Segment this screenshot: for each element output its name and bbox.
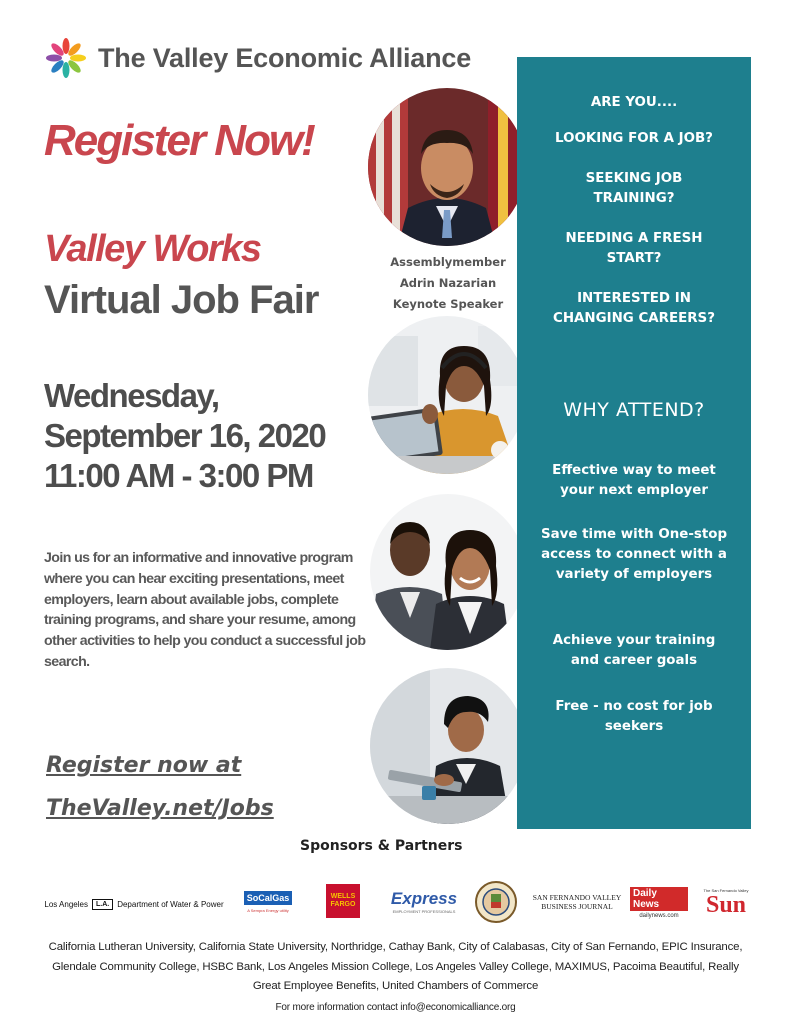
organization-name: The Valley Economic Alliance — [98, 42, 472, 73]
speaker-photo — [368, 88, 526, 246]
speaker-name: Adrin Nazarian — [399, 276, 497, 290]
daily-news-name: Daily News — [630, 887, 688, 911]
speaker-role: Keynote Speaker — [392, 297, 504, 311]
man-laptop-image — [370, 668, 526, 824]
socalgas-name: SoCalGas — [244, 891, 293, 905]
speaker-caption — [378, 252, 518, 315]
ladwp-badge-icon: L.A. — [92, 899, 113, 910]
panel-intro: ARE YOU.... — [590, 95, 678, 110]
ladwp-right-text: Department of Water & Power — [117, 899, 224, 909]
register-link-url[interactable]: TheValley.net/Jobs — [46, 796, 274, 821]
panel-question-1: LOOKING FOR A JOB? — [555, 131, 713, 146]
daily-news-logo — [630, 888, 688, 918]
sun-small-text: The San Fernando Valley — [703, 887, 749, 893]
valley-sun-logo — [696, 882, 756, 922]
ladwp-left-text: Los Angeles — [44, 899, 88, 909]
express-name: Express — [390, 888, 458, 908]
panel-question-3: NEEDING A FRESH START? — [565, 231, 703, 266]
sfv-business-journal-logo — [528, 886, 626, 918]
speaker-title: Assemblymember — [390, 255, 506, 269]
woman-headset-image — [368, 316, 526, 474]
sun-name: Sun — [705, 891, 747, 918]
express-logo — [384, 884, 464, 918]
event-time: 11:00 AM - 3:00 PM — [44, 457, 313, 494]
reason-2: Save time with One-stop access to connect with a variety of employers — [540, 527, 728, 582]
event-title-line-2: Virtual Job Fair — [44, 278, 319, 322]
register-now-heading: Register Now! — [44, 116, 314, 165]
sponsors-heading: Sponsors & Partners — [300, 838, 463, 854]
panel-question-4: INTERESTED IN CHANGING CAREERS? — [553, 291, 715, 326]
socalgas-logo — [240, 882, 296, 922]
wells-fargo-line-1: WELLS — [330, 893, 356, 900]
sponsor-logos-row — [36, 880, 760, 926]
two-professionals-image — [370, 494, 526, 650]
event-date: September 16, 2020 — [44, 417, 326, 454]
event-description: Join us for an informative and innovative program where you can hear exciting presentations, meet employers, learn about available jobs, complete training programs, and share your resume, among other activities to help you conduct a successful job search. — [44, 550, 366, 670]
city-seal-icon — [474, 880, 518, 924]
info-panel — [517, 57, 751, 829]
event-date-time — [44, 376, 325, 496]
event-weekday: Wednesday, — [44, 377, 219, 414]
reason-4: Free - no cost for job seekers — [555, 699, 713, 734]
pinwheel-logo-icon — [44, 36, 88, 80]
sfvbj-line-2: BUSINESS JOURNAL — [541, 902, 613, 911]
express-tagline: EMPLOYMENT PROFESSIONALS — [392, 908, 456, 914]
ladwp-logo — [36, 888, 232, 920]
daily-news-url: dailynews.com — [639, 913, 679, 919]
man-at-laptop-photo — [370, 668, 526, 824]
contact-info: For more information contact info@economicalliance.org — [275, 1002, 516, 1013]
reason-1: Effective way to meet your next employer — [552, 463, 716, 498]
register-link[interactable] — [46, 744, 274, 830]
partners-list: California Lutheran University, California State University, Northridge, Cathay Bank, City of Calabasas, City of San Fernando, EPIC Insurance, Glendale Community College, HSBC Bank, Los Angeles Mission College, Los Angeles Valley College, MAXIMUS, Pacoima Beautiful, Really Great Employee Benefits, United Chambers of Commerce — [48, 941, 743, 992]
speaker-portrait-image — [368, 88, 526, 246]
why-attend-heading: WHY ATTEND? — [563, 399, 705, 421]
professionals-photo — [370, 494, 526, 650]
organization-logo — [44, 36, 471, 80]
sfvbj-line-1: SAN FERNANDO VALLEY — [532, 893, 622, 902]
city-seal-graphic — [474, 880, 518, 924]
wells-fargo-line-2: FARGO — [330, 901, 356, 908]
register-link-line-1[interactable]: Register now at — [46, 753, 242, 778]
wells-fargo-logo — [326, 884, 360, 918]
socalgas-tagline: A Sempra Energy utility — [247, 908, 289, 913]
reason-3: Achieve your training and career goals — [552, 633, 716, 668]
panel-question-2: SEEKING JOB TRAINING? — [585, 171, 683, 206]
woman-at-laptop-photo — [368, 316, 526, 474]
event-title-line-1: Valley Works — [44, 228, 261, 270]
